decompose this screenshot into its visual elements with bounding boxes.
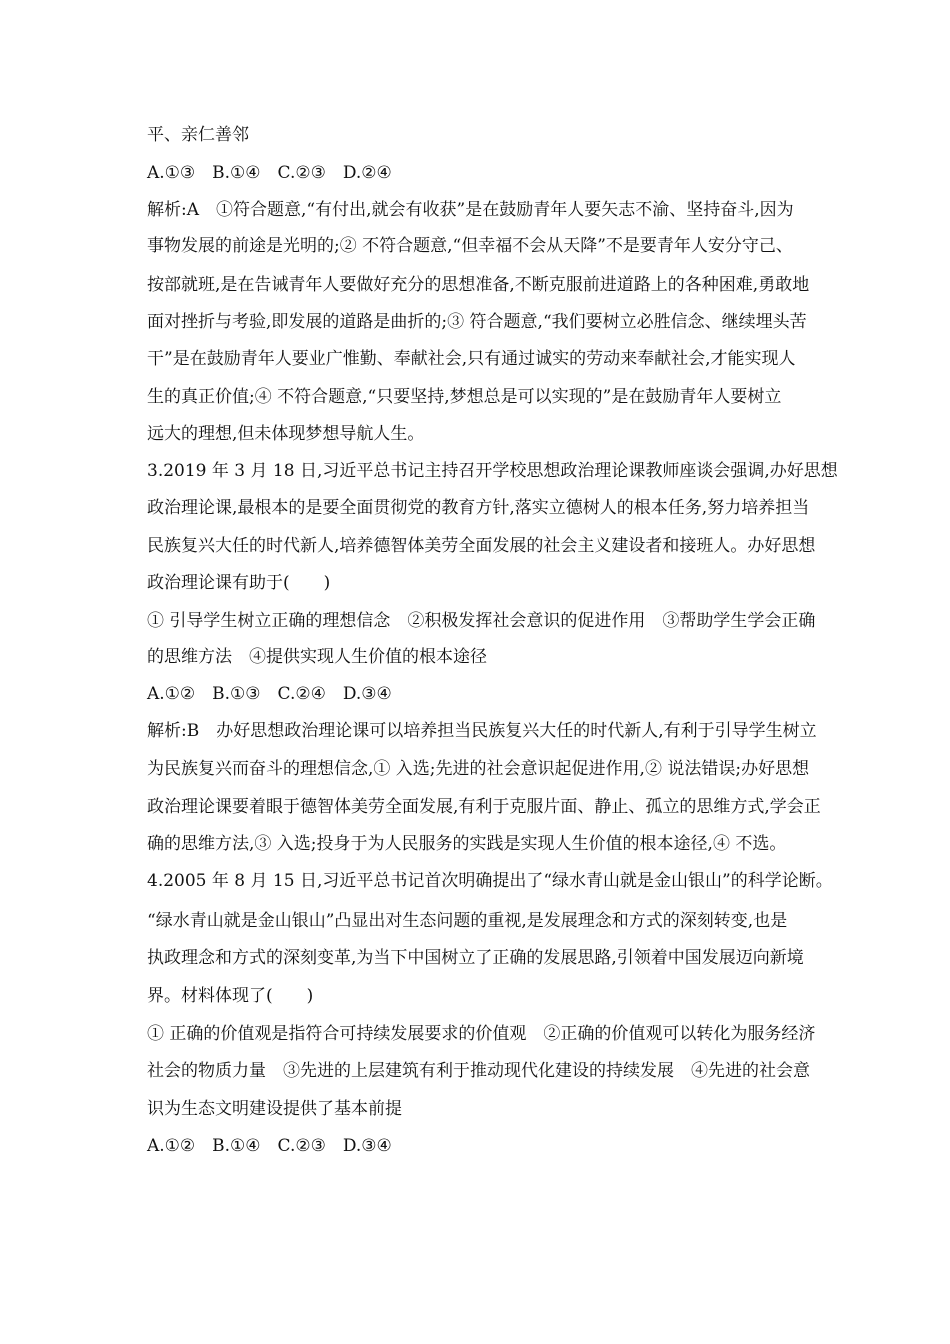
q4-stem-line: “绿水青山就是金山银山”凸显出对生态问题的重视,是发展理念和方式的深刻转变,也是 [147, 911, 788, 931]
q3-stem-line: 3.2019 年 3 月 18 日,习近平总书记主持召开学校思想政治理论课教师座谈会强调,办好思想 [147, 461, 838, 481]
q2-analysis-line: 生的真正价值;④ 不符合题意,“只要坚持,梦想总是可以实现的”是在鼓励青年人要树立 [147, 387, 782, 407]
q3-items-line: ① 引导学生树立正确的理想信念 ②积极发挥社会意识的促进作用 ③帮助学生学会正确 [147, 611, 816, 631]
q3-analysis-line: 确的思维方法,③ 入选;投身于为人民服务的实践是实现人生价值的根本途径,④ 不选。 [147, 834, 787, 854]
q3-analysis-line: 政治理论课要着眼于德智体美劳全面发展,有利于克服片面、静止、孤立的思维方式,学会正 [147, 797, 821, 817]
q4-items-line: 社会的物质力量 ③先进的上层建筑有利于推动现代化建设的持续发展 ④先进的社会意 [147, 1061, 810, 1081]
q2-analysis-line: 解析:A ①符合题意,“有付出,就会有收获”是在鼓励青年人要矢志不渝、坚持奋斗,因为 [147, 200, 794, 220]
q3-stem-line: 民族复兴大任的时代新人,培养德智体美劳全面发展的社会主义建设者和接班人。办好思想 [147, 536, 816, 556]
q4-items-line: ① 正确的价值观是指符合可持续发展要求的价值观 ②正确的价值观可以转化为服务经济 [147, 1024, 816, 1044]
q4-stem-line: 界。材料体现了( ) [147, 986, 314, 1006]
q3-analysis-line: 为民族复兴而奋斗的理想信念,① 入选;先进的社会意识起促进作用,② 说法错误;办好思想 [147, 759, 810, 779]
q2-analysis-line: 远大的理想,但未体现梦想导航人生。 [147, 424, 425, 444]
q3-choices-line: A.①② B.①③ C.②④ D.③④ [147, 684, 392, 704]
q3-items-line: 的思维方法 ④提供实现人生价值的根本途径 [147, 647, 487, 667]
q2-cont-line: 平、亲仁善邻 [147, 125, 249, 145]
q2-analysis-line: 事物发展的前途是光明的;② 不符合题意,“但幸福不会从天降”不是要青年人安分守己、 [147, 236, 793, 256]
q4-stem-line: 4.2005 年 8 月 15 日,习近平总书记首次明确提出了“绿水青山就是金山银山”的科学论断。 [147, 871, 833, 891]
q2-analysis-line: 干”是在鼓励青年人要业广惟勤、奉献社会,只有通过诚实的劳动来奉献社会,才能实现人 [147, 349, 796, 369]
q2-analysis-line: 按部就班,是在告诫青年人要做好充分的思想准备,不断克服前进道路上的各种困难,勇敢地 [147, 275, 810, 295]
q4-choices-line: A.①② B.①④ C.②③ D.③④ [147, 1136, 392, 1156]
q2-choices-line: A.①③ B.①④ C.②③ D.②④ [147, 163, 392, 183]
q4-stem-line: 执政理念和方式的深刻变革,为当下中国树立了正确的发展思路,引领着中国发展迈向新境 [147, 948, 804, 968]
q3-stem-line: 政治理论课有助于( ) [147, 573, 331, 593]
q3-analysis-line: 解析:B 办好思想政治理论课可以培养担当民族复兴大任的时代新人,有利于引导学生树立 [147, 721, 817, 741]
q2-analysis-line: 面对挫折与考验,即发展的道路是曲折的;③ 符合题意,“我们要树立必胜信念、继续埋头苦 [147, 312, 807, 332]
q4-items-line: 识为生态文明建设提供了基本前提 [147, 1099, 402, 1119]
q3-stem-line: 政治理论课,最根本的是要全面贯彻党的教育方针,落实立德树人的根本任务,努力培养担当 [147, 498, 810, 518]
